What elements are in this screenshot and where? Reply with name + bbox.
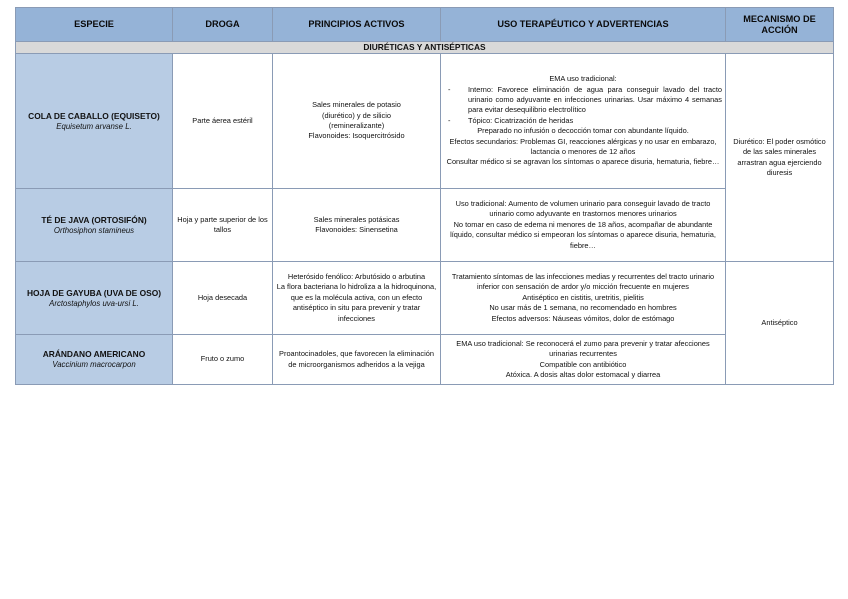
uso-bullet [444,85,722,116]
uso-line: Preparado no infusión o decocción tomar con abundante líquido. [477,126,689,136]
uso-cell [441,189,726,262]
droga-cell: Fruto o zumo [173,335,273,385]
principio-line: Sales minerales de potasio [312,100,401,110]
principios-cell [273,189,441,262]
principio-line: Flavonoides: Sinensetina [315,225,398,234]
header-principios: PRINCIPIOS ACTIVOS [273,8,441,42]
species-scientific: Vaccinium macrocarpon [52,360,136,369]
principios-cell [273,335,441,385]
droga-cell: Hoja desecada [173,262,273,335]
header-especie: ESPECIE [16,8,173,42]
species-name: COLA DE CABALLO (EQUISETO) [28,110,160,121]
uso-cell [441,54,726,189]
bullet-mark: - [448,84,451,94]
droga-cell: Parte áerea estéril [173,54,273,189]
uso-line: Uso tradicional: Aumento de volumen urinario para conseguir lavado de tracto urinario como adyuvante en trastornos menores urinarios [455,198,711,219]
header-mecanismo: MECANISMO DE ACCIÓN [726,8,834,42]
bullet-text: Tópico: Cicatrización de heridas [468,115,574,125]
table-row [16,189,834,262]
species-scientific: Orthosiphon stamineus [53,225,135,235]
uso-line: Compatible con antibiótico [539,359,627,369]
species-cell [16,335,173,385]
section-row [16,42,834,54]
uso-cell [441,335,726,385]
uso-line: No usar más de 1 semana, no recomendado en hombres [489,303,677,313]
species-cell [16,189,173,262]
principio-line: Heterósido fenólico: Arbutósido o arbutina [287,271,426,281]
header-droga: DROGA [173,8,273,42]
uso-line: Efectos adversos: Náuseas vómitos, dolor de estómago [491,313,675,323]
uso-line: Efectos secundarios: Problemas GI, reacciones alérgicas y no usar en embarazo, lactancia o menores de 12 años [449,136,717,157]
table-row [16,262,834,335]
uso-intro: EMA uso tradicional: [549,74,617,84]
uso-line: Atóxica. A dosis altas dolor estomacal y diarrea [505,369,661,379]
uso-line: Antiséptico en cistitis, uretritis, pielitis [522,292,644,302]
mecanismo-antiseptico: Antiséptico [726,262,834,385]
uso-line: Consultar médico si se agravan los síntomas o aparece disuria, hematuria, fiebre… [446,157,720,167]
uso-bullet [444,116,722,126]
mecanismo-diuretico: Diurético: El poder osmótico de las sales minerales arrastran agua ejerciendo diuresis [726,54,834,262]
herbal-table [15,7,834,385]
bullet-text: Interno: Favorece eliminación de agua para conseguir lavado del tracto urinario como adyuvante en infecciones urinarias. Usar máximo 4 semanas para evitar desequilibrio electrolítico [468,84,722,115]
header-row [16,8,834,42]
droga-cell: Hoja y parte superior de los tallos [173,189,273,262]
principio-line: (remineralizante) [328,121,385,130]
principio-line: (diurético) y de silicio [321,110,391,120]
principio-line: Proantocinadoles, que favorecen la eliminación de microorganismos adheridos a la vejiga [279,349,434,369]
table-row [16,335,834,385]
principio-line: Flavonoides: Isoquercitrósido [308,131,405,141]
uso-line: EMA uso tradicional: Se reconocerá el zumo para prevenir y tratar afecciones urinarias recurrentes [456,338,710,359]
principios-cell [273,262,441,335]
species-scientific: Arctostaphylos uva-ursi L. [49,298,139,308]
species-scientific: Equisetum arvanse L. [56,121,132,131]
principio-line: Sales minerales potásicas [313,214,400,224]
species-name: TÉ DE JAVA (ORTOSIFÓN) [41,214,147,225]
species-cell [16,54,173,189]
uso-line: No tomar en caso de edema ni menores de 18 años, acompañar de abundante líquido, consultar médico si empeoran los síntomas o aparece disuria, hematuria, fiebre… [450,219,716,250]
uso-line: Tratamiento síntomas de las infecciones medias y recurrentes del tracto urinario inferior con sensación de ardor y/o micción frecuente en mujeres [451,271,715,292]
bullet-mark: - [448,115,451,125]
species-cell [16,262,173,335]
table-row [16,54,834,189]
species-name: ARÁNDANO AMERICANO [42,349,146,359]
principio-line: La flora bacteriana lo hidroliza a la hidroquinona, que es la molécula activa, con un efecto antiséptico in situ para prevenir y tratar infecciones [276,282,437,323]
uso-cell [441,262,726,335]
species-name: HOJA DE GAYUBA (UVA DE OSO) [26,287,161,298]
header-uso: USO TERAPÉUTICO Y ADVERTENCIAS [441,8,726,42]
section-title: DIURÉTICAS Y ANTISÉPTICAS [16,42,834,54]
principios-cell [273,54,441,189]
